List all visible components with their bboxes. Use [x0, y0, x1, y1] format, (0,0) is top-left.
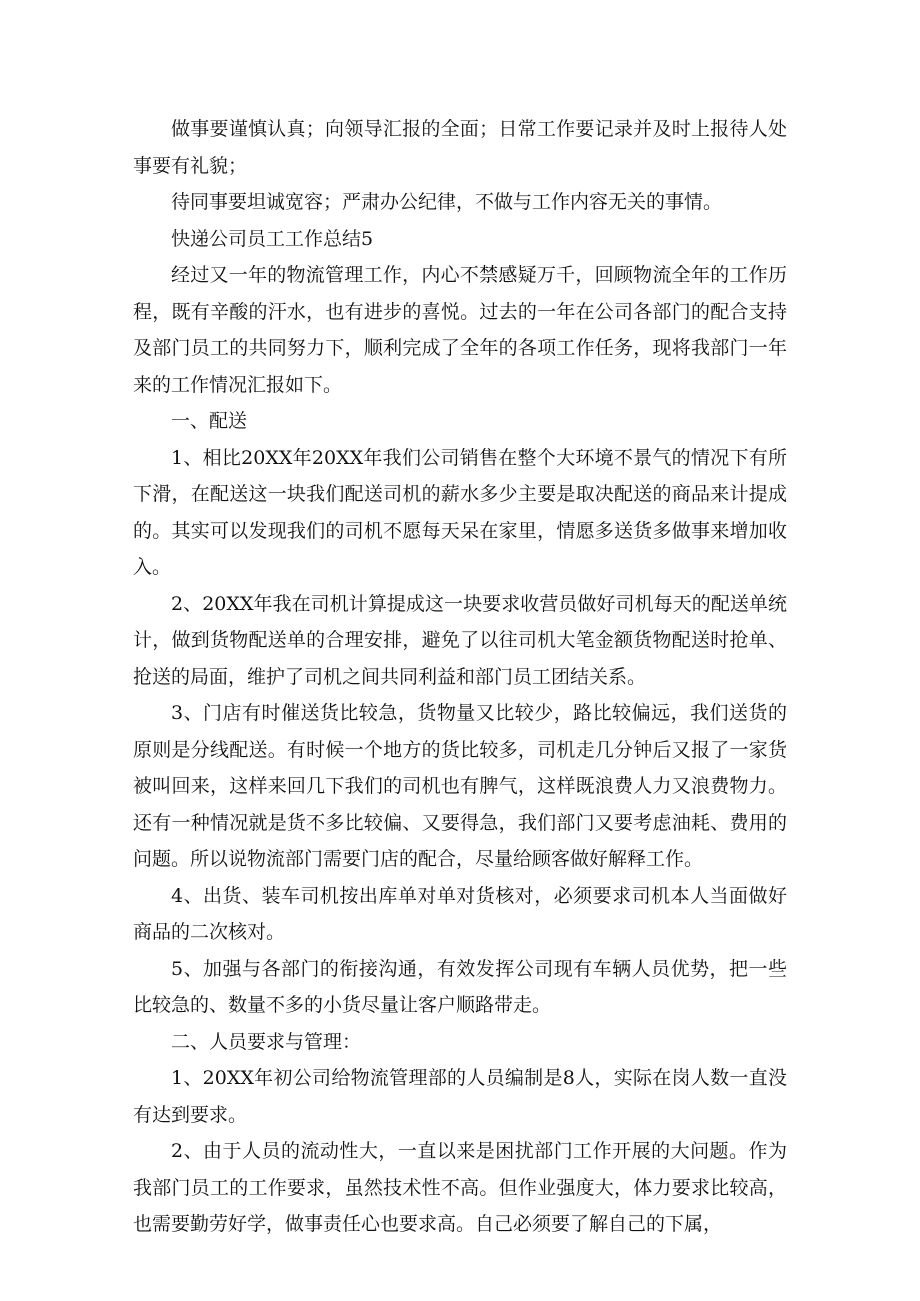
paragraph-intro: 经过又一年的物流管理工作，内心不禁感疑万千，回顾物流全年的工作历程，既有辛酸的汗水，也有进步的喜悦。过去的一年在公司各部门的配合支持及部门员工的共同努力下，顺利完成了全年的各项工作任务，现将我部门一年来的工作情况汇报如下。	[133, 264, 787, 396]
paragraph-delivery-5: 5、加强与各部门的衔接沟通，有效发挥公司现有车辆人员优势，把一些比较急的、数量不多的小货尽量让客户顺路带走。	[133, 957, 787, 1016]
paragraph-delivery-2: 2、20XX年我在司机计算提成这一块要求收营员做好司机每天的配送单统计，做到货物配送单的合理安排，避免了以往司机大笔金额货物配送时抢单、抢送的局面，维护了司机之间共同利益和部门员工团结关系。	[133, 592, 787, 688]
paragraph-delivery-3: 3、门店有时催送货比较急，货物量又比较少，路比较偏远，我们送货的原则是分线配送。有时候一个地方的货比较多，司机走几分钟后又报了一家货被叫回来，这样来回几下我们的司机也有脾气，这样既浪费人力又浪费物力。还有一种情况就是货不多比较偏、又要得急，我们部门又要考虑油耗、费用的问题。所以说物流部门需要门店的配合，尽量给顾客做好解释工作。	[133, 702, 787, 870]
paragraph-delivery-1: 1、相比20XX年20XX年我们公司销售在整个大环境不景气的情况下有所下滑，在配送这一块我们配送司机的薪水多少主要是取决配送的商品来计提成的。其实可以发现我们的司机不愿每天呆在家里，情愿多送货多做事来增加收入。	[133, 446, 787, 578]
paragraph-conduct: 做事要谨慎认真；向领导汇报的全面；日常工作要记录并及时上报待人处事要有礼貌；	[133, 118, 787, 177]
paragraph-delivery-4: 4、出货、装车司机按出库单对单对货核对，必须要求司机本人当面做好商品的二次核对。	[133, 884, 787, 943]
paragraph-staff-1: 1、20XX年初公司给物流管理部的人员编制是8人，实际在岗人数一直没有达到要求。	[133, 1067, 787, 1126]
section-title: 快递公司员工工作总结5	[171, 227, 374, 250]
paragraph-staff-2: 2、由于人员的流动性大，一直以来是困扰部门工作开展的大问题。作为我部门员工的工作要求，虽然技术性不高。但作业强度大，体力要求比较高，也需要勤劳好学，做事责任心也要求高。自己必须要了解自己的下属，	[133, 1140, 787, 1235]
heading-delivery: 一、配送	[171, 410, 248, 432]
document-body	[133, 111, 787, 1243]
heading-staff: 二、人员要求与管理：	[171, 1030, 362, 1053]
paragraph-colleagues: 待同事要坦诚宽容；严肃办公纪律，不做与工作内容无关的事情。	[171, 191, 723, 213]
